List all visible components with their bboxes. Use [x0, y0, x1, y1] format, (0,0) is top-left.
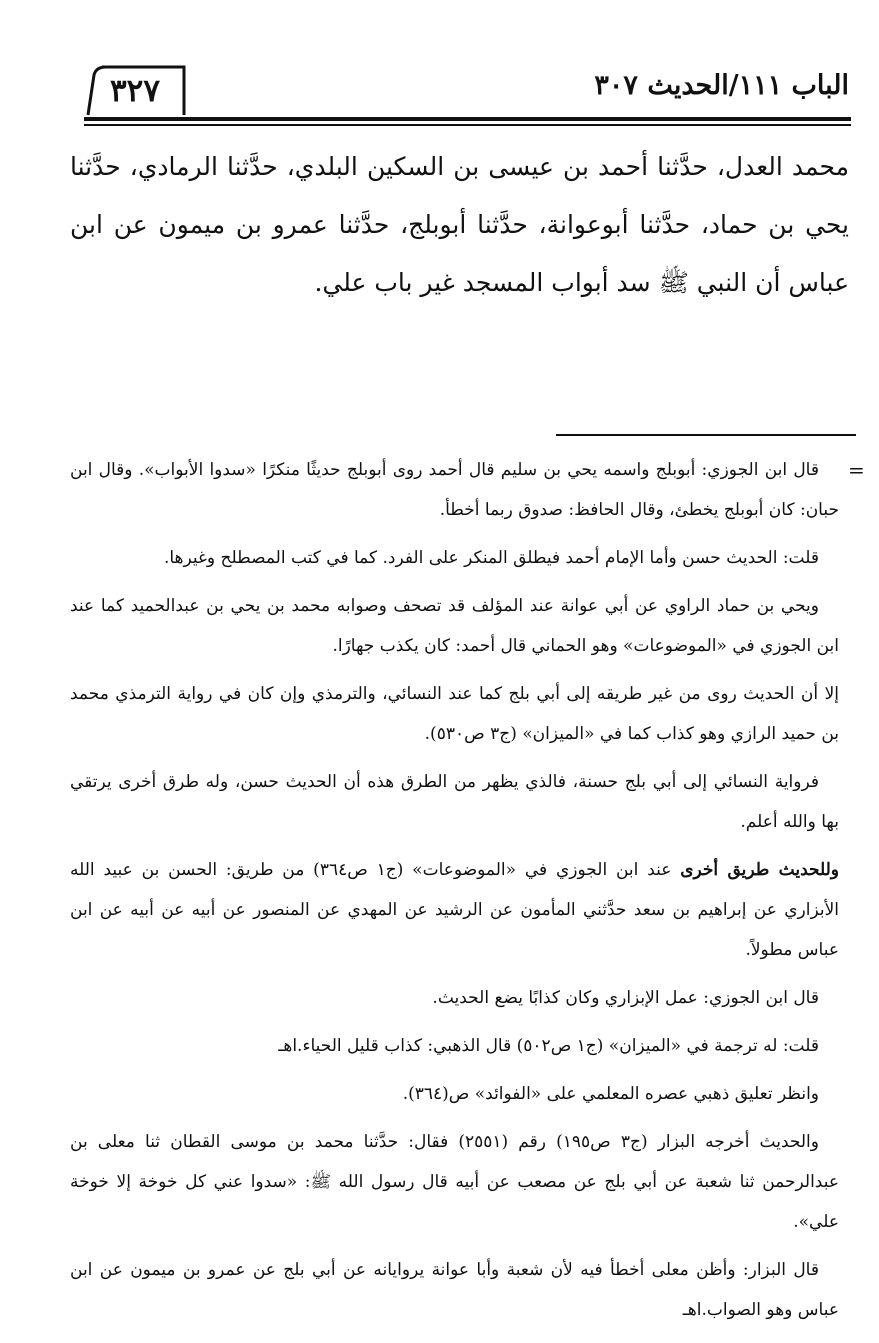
footnote-paragraph: قال البزار: وأظن معلى أخطأ فيه لأن شعبة وأبا عوانة يروايانه عن أبي بلج عن عمرو بن ميمون عن ابن عباس وهو الصواب.اهـ — [70, 1260, 839, 1320]
footnote-paragraph — [70, 850, 839, 970]
footnote-paragraph: والحديث أخرجه البزار (ج٣ ص١٩٥) رقم (٢٥٥١) فقال: حدَّثنا محمد بن موسى القطان ثنا معلى بن عبدالرحمن ثنا شعبة عن أبي بلج عن مصعب عن أبيه قال رسول الله ﷺ: «سدوا عني كل خوخة إلا خوخة علي». — [70, 1132, 839, 1232]
footnotes — [70, 450, 839, 1338]
footnote-paragraph: قال ابن الجوزي: أبوبلج واسمه يحي بن سليم قال أحمد روى أبوبلج حديثًا منكرًا «سدوا الأبواب». وقال ابن حبان: كان أبوبلج يخطئ، وقال الحافظ: صدوق ربما أخطأ. — [70, 460, 839, 520]
page-number: ٣٢٧ — [110, 73, 160, 109]
hadith-text: محمد العدل، حدَّثنا أحمد بن عيسى بن السكين البلدي، حدَّثنا الرمادي، حدَّثنا يحي بن حماد، حدَّثنا أبوعوانة، حدَّثنا أبوبلج، حدَّثنا عمرو بن ميمون عن ابن عباس أن النبي ﷺ سد أبواب المسجد غير باب علي. — [70, 152, 849, 297]
header-rule — [84, 117, 851, 121]
main-text — [70, 138, 849, 312]
page-number-frame — [84, 63, 188, 117]
footnote-text: عند ابن الجوزي في «الموضوعات» (ج١ ص٣٦٤) من طريق: الحسن بن عبيد الله الأبزاري عن إبراهيم بن سعد حدَّثني المأمون عن الرشيد عن المهدي عن المنصور عن أبيه عن أبيه عن ابن عباس مطولاً. — [70, 860, 839, 960]
footnote-paragraph: وانظر تعليق ذهبي عصره المعلمي على «الفوائد» ص(٣٦٤). — [402, 1084, 819, 1104]
footnote-paragraph: إلا أن الحديث روى من غير طريقه إلى أبي بلج كما عند النسائي، والترمذي وإن كان في رواية الترمذي محمد بن حميد الرازي وهو كذاب كما في «الميزان» (ج٣ ص٥٣٠). — [70, 684, 839, 744]
footnote-paragraph: قال ابن الجوزي: عمل الإبزاري وكان كذابًا يضع الحديث. — [432, 988, 819, 1008]
footnote-paragraph: قلت: الحديث حسن وأما الإمام أحمد فيطلق المنكر على الفرد. كما في كتب المصطلح وغيرها. — [163, 548, 819, 568]
footnote-separator — [556, 434, 856, 436]
footnote-continuation-marker: = — [848, 458, 865, 482]
header-rule-thin — [84, 124, 851, 126]
footnote-bold-lead: وللحديث طريق أخرى — [680, 860, 839, 880]
running-header-title: الباب ١١١/الحديث ٣٠٧ — [594, 70, 849, 101]
footnote-paragraph: فرواية النسائي إلى أبي بلج حسنة، فالذي يظهر من الطرق هذه أن الحديث حسن، وله طرق أخرى يرتقي بها والله أعلم. — [70, 772, 839, 832]
footnote-paragraph: قلت: له ترجمة في «الميزان» (ج١ ص٥٠٢) قال الذهبي: كذاب قليل الحياء.اهـ — [278, 1036, 819, 1056]
footnote-paragraph: ويحي بن حماد الراوي عن أبي عوانة عند المؤلف قد تصحف وصوابه محمد بن يحي بن عبدالحميد كما عند ابن الجوزي في «الموضوعات» وهو الحماني قال أحمد: كان يكذب جهارًا. — [70, 596, 839, 656]
